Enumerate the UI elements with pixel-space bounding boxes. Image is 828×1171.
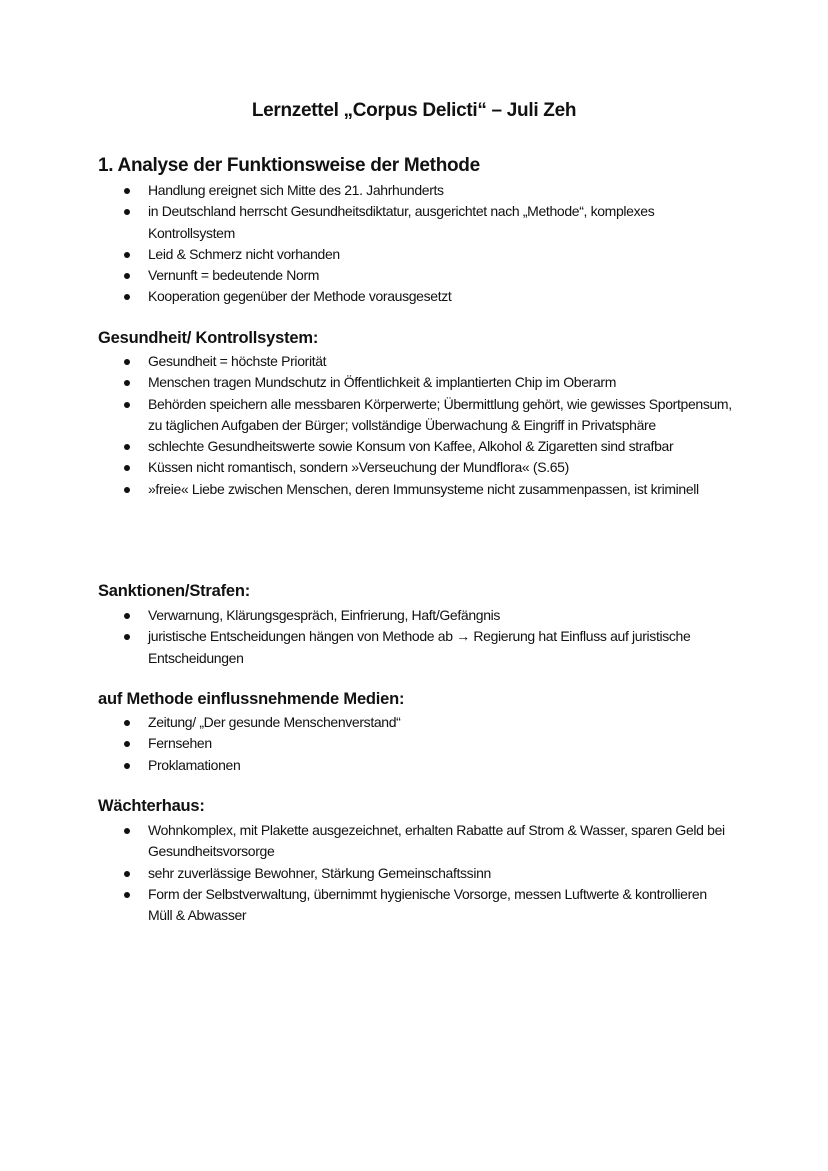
list-item: Kooperation gegenüber der Methode vorausgesetzt: [0, 286, 733, 307]
list-item: schlechte Gesundheitswerte sowie Konsum von Kaffee, Alkohol & Zigaretten sind strafbar: [0, 436, 733, 457]
section-heading-waechterhaus: Wächterhaus:: [98, 797, 205, 815]
list-item: Menschen tragen Mundschutz in Öffentlichkeit & implantierten Chip im Oberarm: [0, 372, 733, 393]
list-item: Form der Selbstverwaltung, übernimmt hygienische Vorsorge, messen Luftwerte & kontrollieren Müll & Abwasser: [0, 884, 733, 927]
section-heading-analyse: 1. Analyse der Funktionsweise der Methode: [98, 155, 480, 176]
list-item: Vernunft = bedeutende Norm: [0, 265, 733, 286]
list-item: Küssen nicht romantisch, sondern »Verseuchung der Mundflora« (S.65): [0, 457, 733, 478]
list-item: Fernsehen: [0, 733, 733, 754]
section-heading-medien: auf Methode einflussnehmende Medien:: [98, 690, 405, 708]
document-title: Lernzettel „Corpus Delicti“ – Juli Zeh: [251, 100, 577, 121]
list-item: Leid & Schmerz nicht vorhanden: [0, 244, 733, 265]
list-item: juristische Entscheidungen hängen von Methode ab → Regierung hat Einfluss auf juristische Entscheidungen: [0, 626, 733, 669]
list-item: Verwarnung, Klärungsgespräch, Einfrierung, Haft/Gefängnis: [0, 605, 733, 626]
bullet-list-analyse: [0, 180, 733, 308]
bullet-list-gesundheit: [0, 351, 733, 500]
bullet-list-waechterhaus: [0, 820, 733, 926]
list-item: in Deutschland herrscht Gesundheitsdiktatur, ausgerichtet nach „Methode“, komplexes Kontrollsystem: [0, 201, 733, 244]
list-item: Handlung ereignet sich Mitte des 21. Jahrhunderts: [0, 180, 733, 201]
list-item: Gesundheit = höchste Priorität: [0, 351, 733, 372]
bullet-list-medien: [0, 712, 733, 776]
bullet-list-sanktionen: [0, 605, 733, 669]
list-item: Behörden speichern alle messbaren Körperwerte; Übermittlung gehört, wie gewisses Sportpensum, zu täglichen Aufgaben der Bürger; vollständige Überwachung & Eingriff in Privatsphäre: [0, 394, 733, 437]
list-item: Proklamationen: [0, 755, 733, 776]
list-item: »freie« Liebe zwischen Menschen, deren Immunsysteme nicht zusammenpassen, ist kriminell: [0, 479, 733, 500]
list-item: Zeitung/ „Der gesunde Menschenverstand“: [0, 712, 733, 733]
section-heading-gesundheit: Gesundheit/ Kontrollsystem:: [98, 329, 319, 347]
section-heading-sanktionen: Sanktionen/Strafen:: [98, 582, 251, 600]
list-item: sehr zuverlässige Bewohner, Stärkung Gemeinschaftssinn: [0, 863, 733, 884]
list-item: Wohnkomplex, mit Plakette ausgezeichnet, erhalten Rabatte auf Strom & Wasser, sparen Geld bei Gesundheitsvorsorge: [0, 820, 733, 863]
